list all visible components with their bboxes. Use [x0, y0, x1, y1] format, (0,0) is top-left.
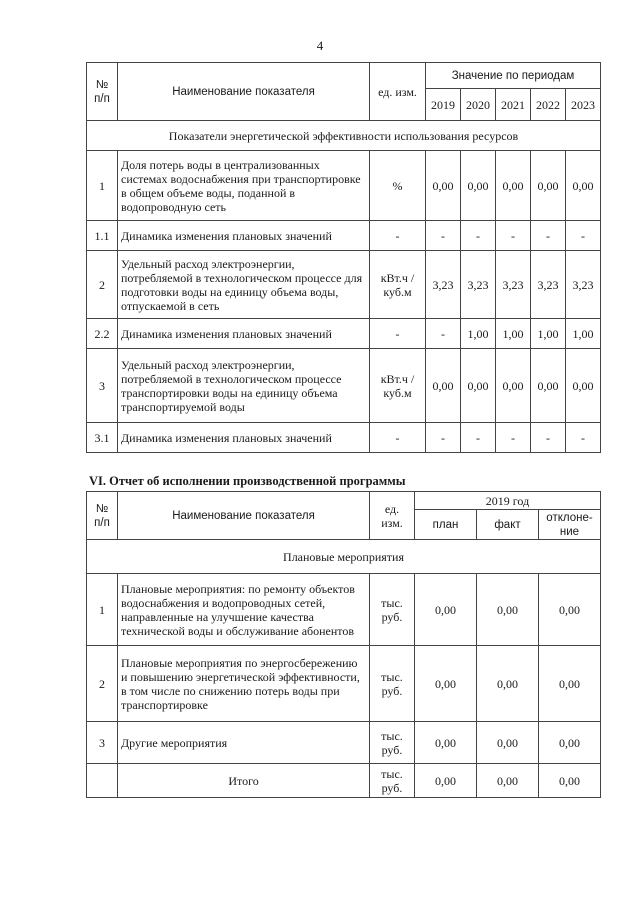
- row-value: 0,00: [496, 349, 531, 423]
- energy-efficiency-table: [86, 62, 601, 453]
- row-value: 0,00: [496, 151, 531, 221]
- row-value: 0,00: [415, 646, 477, 722]
- row-name: Удельный расход электроэнергии, потребляемой в технологическом процессе для подготовки воды на единицу объема воды, отпускаемой в сеть: [118, 251, 370, 319]
- row-value: 0,00: [539, 722, 601, 764]
- row-value: 3,23: [531, 251, 566, 319]
- row-name-total: Итого: [118, 764, 370, 798]
- row-value: 0,00: [477, 574, 539, 646]
- row-value: -: [426, 319, 461, 349]
- row-value: 3,23: [426, 251, 461, 319]
- table-row: [87, 319, 601, 349]
- row-value: 1,00: [461, 319, 496, 349]
- header-fact: факт: [477, 510, 539, 540]
- row-num: 3: [87, 722, 118, 764]
- row-name: Плановые мероприятия по энергосбережению и повышению энергетической эффективности, в том числе по снижению потерь воды при транспортировке: [118, 646, 370, 722]
- header-year: 2020: [461, 89, 496, 121]
- row-unit: -: [370, 319, 426, 349]
- table-row: [87, 646, 601, 722]
- row-value: 0,00: [566, 349, 601, 423]
- program-report-table: [86, 491, 601, 798]
- row-name: Доля потерь воды в централизованных системах водоснабжения при транспортировке в общем объеме воды, поданной в водопроводную сеть: [118, 151, 370, 221]
- row-value: 0,00: [461, 349, 496, 423]
- row-name: Плановые мероприятия: по ремонту объектов водоснабжения и водопроводных сетей, направленные на улучшение качества технической воды и обслуживание абонентов: [118, 574, 370, 646]
- row-value: -: [426, 221, 461, 251]
- row-name: Удельный расход электроэнергии, потребляемой в технологическом процессе транспортировки воды на единицу объема транспортируемой воды: [118, 349, 370, 423]
- header-year: 2019 год: [415, 492, 601, 510]
- table-row: [87, 349, 601, 423]
- row-value: 0,00: [415, 722, 477, 764]
- row-name: Динамика изменения плановых значений: [118, 423, 370, 453]
- row-value: 3,23: [461, 251, 496, 319]
- table-row: [87, 722, 601, 764]
- row-unit: -: [370, 221, 426, 251]
- row-value: -: [461, 221, 496, 251]
- row-value: 3,23: [566, 251, 601, 319]
- row-value: 3,23: [496, 251, 531, 319]
- section-header: Плановые мероприятия: [87, 540, 601, 574]
- row-value: 0,00: [531, 349, 566, 423]
- section-header: Показатели энергетической эффективности использования ресурсов: [87, 121, 601, 151]
- row-value: -: [531, 423, 566, 453]
- row-num: 2.2: [87, 319, 118, 349]
- page-number: 4: [316, 38, 324, 53]
- row-value: 0,00: [415, 764, 477, 798]
- section-title: VI. Отчет об исполнении производственной программы: [89, 474, 406, 488]
- row-value: 0,00: [426, 151, 461, 221]
- table-row: [87, 423, 601, 453]
- row-value: -: [496, 423, 531, 453]
- row-unit: кВт.ч / куб.м: [370, 349, 426, 423]
- row-value: -: [426, 423, 461, 453]
- table-row: [87, 251, 601, 319]
- row-unit: -: [370, 423, 426, 453]
- header-name: Наименование показателя: [118, 63, 370, 121]
- row-value: -: [566, 221, 601, 251]
- header-periods: Значение по периодам: [426, 63, 601, 89]
- row-num: 3.1: [87, 423, 118, 453]
- row-unit: тыс. руб.: [370, 646, 415, 722]
- header-year: 2021: [496, 89, 531, 121]
- row-value: 1,00: [531, 319, 566, 349]
- row-num: 1: [87, 151, 118, 221]
- row-value: 0,00: [426, 349, 461, 423]
- header-num: № п/п: [87, 63, 118, 121]
- row-name: Другие мероприятия: [118, 722, 370, 764]
- row-value: 0,00: [477, 722, 539, 764]
- header-year: 2022: [531, 89, 566, 121]
- row-name: Динамика изменения плановых значений: [118, 319, 370, 349]
- row-unit: %: [370, 151, 426, 221]
- header-unit: ед. изм.: [370, 63, 426, 121]
- table-row: [87, 151, 601, 221]
- table-row: [87, 221, 601, 251]
- row-unit: тыс. руб.: [370, 574, 415, 646]
- row-num: 2: [87, 646, 118, 722]
- row-num: 3: [87, 349, 118, 423]
- row-value: 0,00: [477, 646, 539, 722]
- row-value: 0,00: [461, 151, 496, 221]
- header-unit: ед. изм.: [370, 492, 415, 540]
- table-row: [87, 574, 601, 646]
- row-value: -: [566, 423, 601, 453]
- header-year: 2023: [566, 89, 601, 121]
- row-value: 0,00: [539, 646, 601, 722]
- row-value: 0,00: [539, 574, 601, 646]
- row-num: 2: [87, 251, 118, 319]
- row-unit: кВт.ч / куб.м: [370, 251, 426, 319]
- row-num: [87, 764, 118, 798]
- row-value: -: [496, 221, 531, 251]
- header-year: 2019: [426, 89, 461, 121]
- header-num: № п/п: [87, 492, 118, 540]
- row-num: 1.1: [87, 221, 118, 251]
- row-value: 1,00: [566, 319, 601, 349]
- row-num: 1: [87, 574, 118, 646]
- header-name: Наименование показателя: [118, 492, 370, 540]
- table-row: [87, 764, 601, 798]
- row-value: 0,00: [415, 574, 477, 646]
- row-value: 1,00: [496, 319, 531, 349]
- header-plan: план: [415, 510, 477, 540]
- row-value: 0,00: [531, 151, 566, 221]
- row-value: -: [461, 423, 496, 453]
- row-value: 0,00: [539, 764, 601, 798]
- row-value: 0,00: [477, 764, 539, 798]
- row-unit: тыс. руб.: [370, 722, 415, 764]
- row-value: -: [531, 221, 566, 251]
- row-value: 0,00: [566, 151, 601, 221]
- header-deviation: отклоне-ние: [539, 510, 601, 540]
- row-name: Динамика изменения плановых значений: [118, 221, 370, 251]
- row-unit: тыс. руб.: [370, 764, 415, 798]
